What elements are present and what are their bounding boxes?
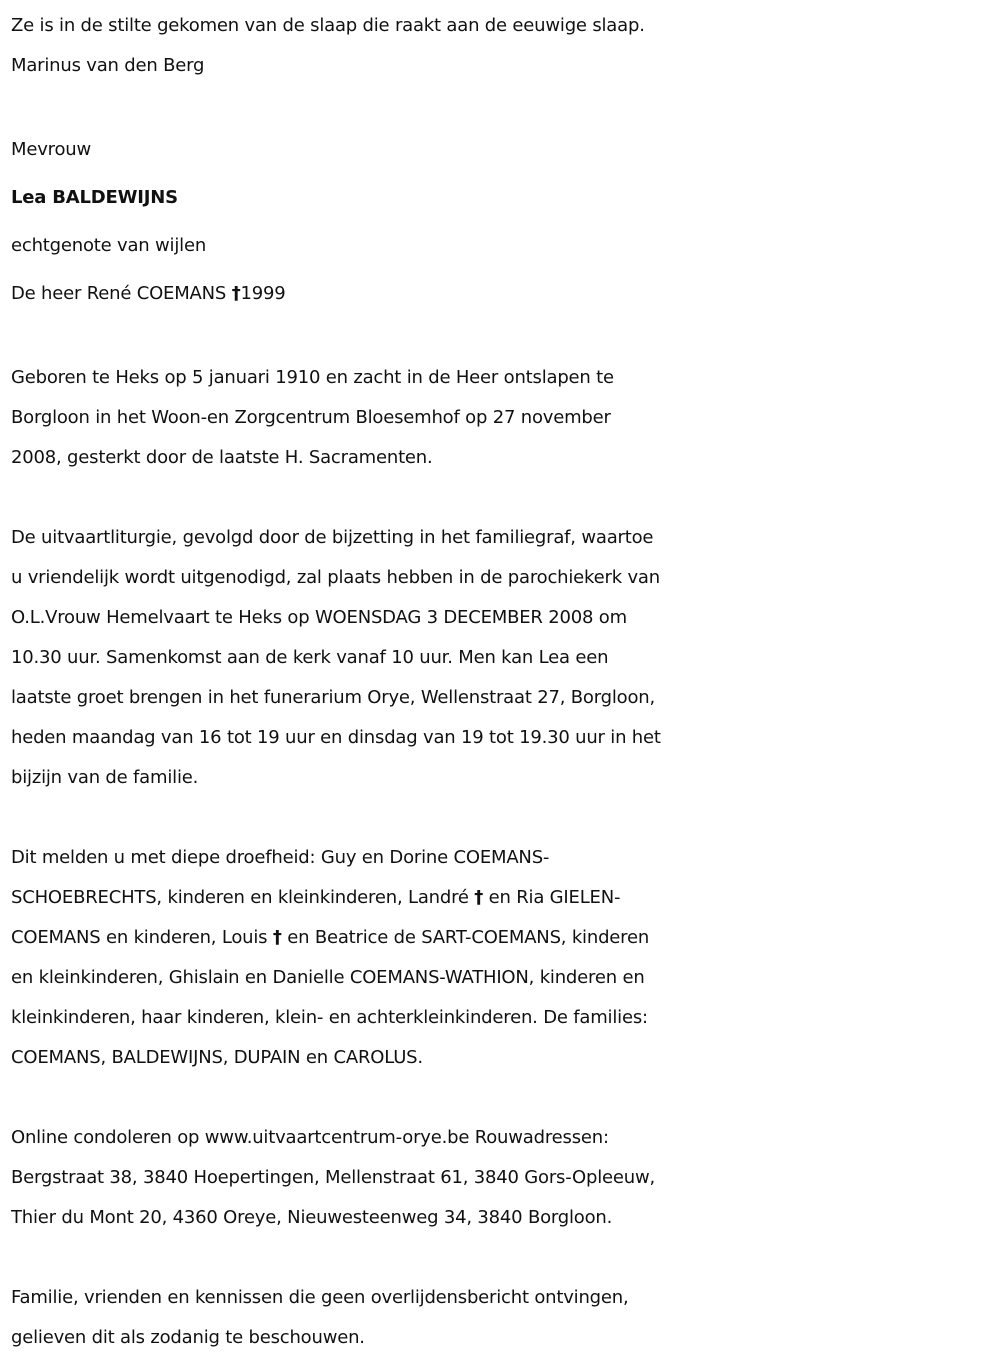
paragraph-line: bijzijn van de familie. bbox=[11, 767, 199, 788]
paragraph-line: laatste groet brengen in het funerarium Orye, Wellenstraat 27, Borgloon, bbox=[11, 687, 655, 708]
relation-label: echtgenote van wijlen bbox=[11, 235, 207, 256]
text-fragment: en Beatrice de SART-COEMANS, kinderen bbox=[281, 927, 650, 948]
family-paragraph bbox=[11, 838, 990, 1078]
condolences-paragraph bbox=[11, 1118, 990, 1238]
paragraph-line: 10.30 uur. Samenkomst aan de kerk vanaf 10 uur. Men kan Lea een bbox=[11, 647, 609, 668]
paragraph-line: u vriendelijk wordt uitgenodigd, zal plaats hebben in de parochiekerk van bbox=[11, 567, 660, 588]
paragraph-line: Familie, vrienden en kennissen die geen overlijdensbericht ontvingen, bbox=[11, 1287, 629, 1308]
spacer bbox=[11, 86, 990, 126]
cross-icon: † bbox=[272, 927, 282, 948]
cross-icon: † bbox=[231, 283, 241, 304]
text-fragment: en Ria GIELEN- bbox=[483, 887, 621, 908]
spacer bbox=[11, 1078, 990, 1118]
spouse-line bbox=[11, 270, 990, 318]
paragraph-line: Borgloon in het Woon-en Zorgcentrum Bloesemhof op 27 november bbox=[11, 407, 611, 428]
text-fragment: SCHOEBRECHTS, kinderen en kleinkinderen, Landré bbox=[11, 887, 475, 908]
spacer bbox=[11, 798, 990, 838]
deceased-block bbox=[11, 126, 990, 318]
quote-text: Ze is in de stilte gekomen van de slaap die raakt aan de eeuwige slaap. bbox=[11, 15, 645, 36]
paragraph-line bbox=[11, 878, 990, 918]
spouse-name: De heer René COEMANS bbox=[11, 283, 227, 304]
paragraph-line: Thier du Mont 20, 4360 Oreye, Nieuwesteenweg 34, 3840 Borgloon. bbox=[11, 1207, 613, 1228]
paragraph-line: kleinkinderen, haar kinderen, klein- en achterkleinkinderen. De families: bbox=[11, 1007, 648, 1028]
paragraph-line: Dit melden u met diepe droefheid: Guy en Dorine COEMANS- bbox=[11, 847, 550, 868]
paragraph-line: Online condoleren op www.uitvaartcentrum-orye.be Rouwadressen: bbox=[11, 1127, 609, 1148]
text-fragment: COEMANS en kinderen, Louis bbox=[11, 927, 273, 948]
closing-paragraph bbox=[11, 1278, 990, 1358]
deceased-name: Lea BALDEWIJNS bbox=[11, 187, 178, 208]
paragraph-line: 2008, gesterkt door de laatste H. Sacramenten. bbox=[11, 447, 433, 468]
paragraph-line bbox=[11, 918, 990, 958]
paragraph-line: gelieven dit als zodanig te beschouwen. bbox=[11, 1327, 365, 1348]
paragraph-line: Bergstraat 38, 3840 Hoepertingen, Mellenstraat 61, 3840 Gors-Opleeuw, bbox=[11, 1167, 655, 1188]
spacer bbox=[11, 318, 990, 358]
spacer bbox=[11, 1238, 990, 1278]
paragraph-line: en kleinkinderen, Ghislain en Danielle COEMANS-WATHION, kinderen en bbox=[11, 967, 645, 988]
birth-death-paragraph bbox=[11, 358, 990, 478]
spacer bbox=[11, 478, 990, 518]
paragraph-line: O.L.Vrouw Hemelvaart te Heks op WOENSDAG 3 DECEMBER 2008 om bbox=[11, 607, 627, 628]
cross-icon: † bbox=[474, 887, 484, 908]
honorific: Mevrouw bbox=[11, 139, 92, 160]
paragraph-line: COEMANS, BALDEWIJNS, DUPAIN en CAROLUS. bbox=[11, 1047, 423, 1068]
quote-block bbox=[11, 6, 990, 86]
paragraph-line: heden maandag van 16 tot 19 uur en dinsdag van 19 tot 19.30 uur in het bbox=[11, 727, 661, 748]
paragraph-line: De uitvaartliturgie, gevolgd door de bijzetting in het familiegraf, waartoe bbox=[11, 527, 654, 548]
quote-author: Marinus van den Berg bbox=[11, 55, 205, 76]
paragraph-line: Geboren te Heks op 5 januari 1910 en zacht in de Heer ontslapen te bbox=[11, 367, 614, 388]
funeral-paragraph bbox=[11, 518, 990, 798]
spouse-death-year: 1999 bbox=[240, 283, 286, 304]
